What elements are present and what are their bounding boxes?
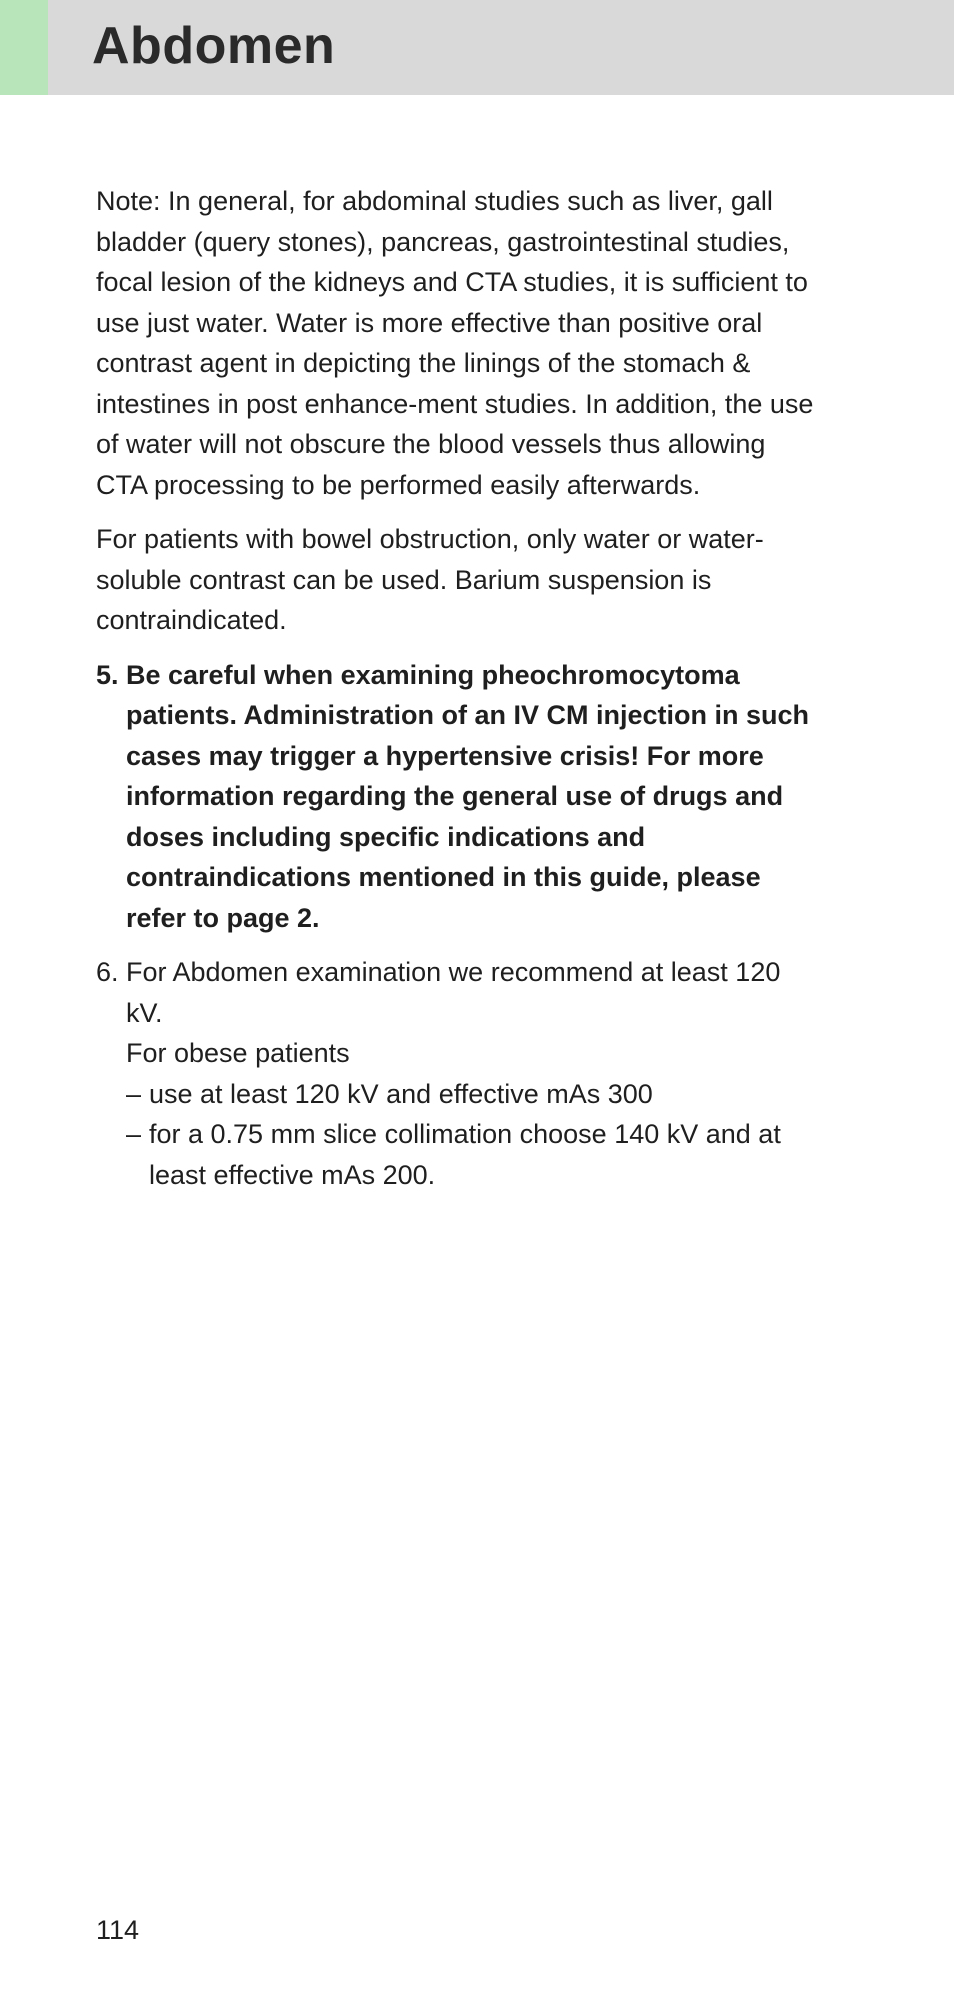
dash-item-text: for a 0.75 mm slice collimation choose 140 kV and at least effective mAs 200. <box>149 1119 781 1190</box>
dash-marker: – <box>126 1119 142 1149</box>
dash-marker: – <box>126 1078 142 1109</box>
obese-patients-heading: For obese patients <box>126 1038 350 1068</box>
list-item-5 <box>96 655 816 939</box>
list-item-5-text: Be careful when examining pheochromocytoma patients. Administration of an IV CM injection in such cases may trigger a hypertensive crisis! For more information regarding the general use of drugs and doses including specific indications and contraindications mentioned in this guide, please refer to page 2. <box>126 659 810 933</box>
dash-list-item <box>126 1114 816 1195</box>
list-item-6-body <box>126 952 816 1195</box>
page-number: 114 <box>96 1915 140 1945</box>
dash-item-text: use at least 120 kV and effective mAs 300 <box>149 1078 653 1109</box>
list-item-6 <box>96 952 816 1195</box>
header-accent-bar <box>0 0 48 95</box>
page-header <box>0 0 954 95</box>
list-item-6-text: For Abdomen examination we recommend at least 120 kV. <box>126 957 781 1028</box>
note-paragraph: Note: In general, for abdominal studies such as liver, gall bladder (query stones), pancreas, gastrointestinal studies, focal lesion of the kidneys and CTA studies, it is sufficient to use just water. Water is more effective than positive oral contrast agent in depicting the linings of the stomach & intestines in post enhance-ment studies. In addition, the use of water will not obscure the blood vessels thus allowing CTA processing to be performed easily afterwards. <box>96 186 814 500</box>
list-item-6-number: 6. <box>96 957 119 987</box>
main-content <box>96 181 816 1209</box>
dash-list-item <box>126 1074 816 1115</box>
bowel-paragraph: For patients with bowel obstruction, only water or water-soluble contrast can be used. Barium suspension is contraindicated. <box>96 524 764 635</box>
page-title: Abdomen <box>92 17 336 75</box>
list-item-5-number: 5. <box>96 659 119 690</box>
